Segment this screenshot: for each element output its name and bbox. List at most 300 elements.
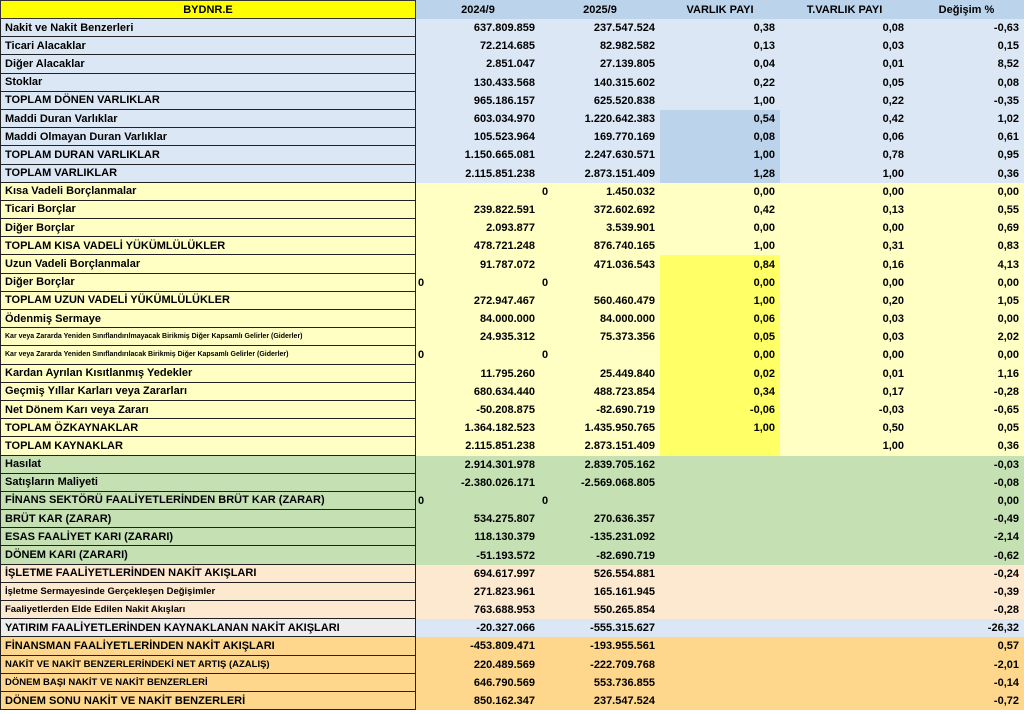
t-varlik-payi-cell[interactable] (780, 674, 909, 692)
degisim-cell[interactable] (909, 565, 1024, 583)
varlik-payi-cell[interactable] (660, 110, 780, 128)
degisim-cell[interactable] (909, 292, 1024, 310)
degisim-cell[interactable] (909, 383, 1024, 401)
degisim-cell[interactable] (909, 510, 1024, 528)
t-varlik-payi-cell[interactable] (780, 528, 909, 546)
value-2024-cell[interactable] (416, 255, 540, 273)
value-2024-cell[interactable] (416, 474, 540, 492)
value-2025-cell[interactable] (540, 128, 660, 146)
row-label-cell[interactable] (0, 19, 416, 37)
varlik-payi-cell[interactable] (660, 19, 780, 37)
degisim-cell-text: 0,00 (997, 185, 1019, 198)
varlik-payi-cell[interactable] (660, 255, 780, 273)
value-2025-cell[interactable] (540, 674, 660, 692)
row-label-cell[interactable] (0, 328, 416, 346)
value-2025-cell[interactable] (540, 37, 660, 55)
value-2024-cell-text: 2.115.851.238 (465, 440, 535, 453)
degisim-cell[interactable] (909, 528, 1024, 546)
row-label-cell[interactable] (0, 55, 416, 73)
t-varlik-payi-cell[interactable] (780, 55, 909, 73)
table-row (0, 110, 1024, 128)
value-2024-cell[interactable] (416, 546, 540, 564)
header-degisim-cell[interactable]: Değişim % (909, 0, 1024, 19)
varlik-payi-cell[interactable] (660, 92, 780, 110)
value-2025-cell[interactable] (540, 456, 660, 474)
row-label-cell-text: Kısa Vadeli Borçlanmalar (5, 185, 137, 198)
degisim-cell-text: 0,00 (997, 494, 1019, 507)
varlik-payi-cell-text: 1,00 (753, 149, 775, 162)
value-2025-cell[interactable] (540, 292, 660, 310)
varlik-payi-cell[interactable] (660, 237, 780, 255)
row-label-cell[interactable] (0, 401, 416, 419)
varlik-payi-cell-text: 1,00 (753, 94, 775, 107)
row-label-cell[interactable] (0, 37, 416, 55)
value-2025-cell[interactable] (540, 601, 660, 619)
degisim-cell[interactable] (909, 365, 1024, 383)
t-varlik-payi-cell[interactable] (780, 146, 909, 164)
t-varlik-payi-cell[interactable] (780, 365, 909, 383)
varlik-payi-cell[interactable] (660, 310, 780, 328)
t-varlik-payi-cell[interactable] (780, 74, 909, 92)
value-2024-cell[interactable] (416, 383, 540, 401)
row-label-cell[interactable] (0, 255, 416, 273)
row-label-cell[interactable] (0, 165, 416, 183)
value-2024-cell[interactable] (416, 201, 540, 219)
degisim-cell-text: 0,15 (997, 40, 1019, 53)
value-2025-cell[interactable] (540, 165, 660, 183)
degisim-cell[interactable] (909, 674, 1024, 692)
row-label-cell[interactable] (0, 365, 416, 383)
value-2024-cell[interactable] (416, 401, 540, 419)
row-label-cell-text: TOPLAM DURAN VARLIKLAR (5, 148, 160, 161)
degisim-cell-text: 0,00 (997, 313, 1019, 326)
value-2024-cell[interactable] (416, 19, 540, 37)
row-label-cell[interactable] (0, 274, 416, 292)
row-label-cell[interactable] (0, 437, 416, 455)
row-label-cell[interactable] (0, 492, 416, 510)
t-varlik-payi-cell[interactable] (780, 419, 909, 437)
value-2024-cell[interactable] (416, 437, 540, 455)
value-2024-cell[interactable] (416, 601, 540, 619)
value-2025-cell-text: 140.315.602 (593, 76, 655, 89)
degisim-cell-text: 0,57 (997, 640, 1019, 653)
degisim-cell[interactable] (909, 201, 1024, 219)
value-2025-cell[interactable] (540, 419, 660, 437)
t-varlik-payi-cell[interactable] (780, 219, 909, 237)
t-varlik-payi-cell[interactable] (780, 601, 909, 619)
degisim-cell[interactable] (909, 492, 1024, 510)
varlik-payi-cell[interactable] (660, 565, 780, 583)
value-2025-cell-text: 471.036.543 (593, 258, 655, 271)
row-label-cell-text: BRÜT KAR (ZARAR) (5, 512, 112, 525)
t-varlik-payi-cell[interactable] (780, 201, 909, 219)
value-2025-cell[interactable] (540, 201, 660, 219)
value-2025-cell[interactable] (540, 183, 660, 201)
value-2024-cell[interactable] (416, 492, 540, 510)
value-2025-cell[interactable] (540, 274, 660, 292)
value-2024-cell[interactable] (416, 637, 540, 655)
t-varlik-payi-cell[interactable] (780, 637, 909, 655)
row-label-cell[interactable] (0, 219, 416, 237)
t-varlik-payi-cell[interactable] (780, 274, 909, 292)
value-2024-cell[interactable] (416, 365, 540, 383)
value-2024-cell-text: 2.115.851.238 (465, 167, 535, 180)
degisim-cell[interactable] (909, 146, 1024, 164)
degisim-cell[interactable] (909, 328, 1024, 346)
header-row (0, 0, 1024, 19)
varlik-payi-cell-text: -0,06 (749, 404, 775, 417)
degisim-cell-text: -0,72 (993, 695, 1019, 708)
varlik-payi-cell[interactable] (660, 365, 780, 383)
value-2025-cell-text: 165.161.945 (593, 585, 655, 598)
value-2024-cell[interactable] (416, 165, 540, 183)
value-2025-cell[interactable] (540, 328, 660, 346)
value-2024-cell[interactable] (416, 528, 540, 546)
varlik-payi-cell[interactable] (660, 55, 780, 73)
row-label-cell-text: Net Dönem Karı veya Zararı (5, 403, 149, 416)
row-label-cell-text: Kar veya Zararda Yeniden Sınıflandırılmayacak Birikmiş Diğer Kapsamlı Gelirler (Giderler) (5, 333, 303, 341)
row-label-cell[interactable] (0, 128, 416, 146)
value-2024-cell[interactable] (416, 183, 540, 201)
varlik-payi-cell[interactable] (660, 292, 780, 310)
row-label-cell[interactable] (0, 146, 416, 164)
row-label-cell-text: İŞLETME FAALİYETLERİNDEN NAKİT AKIŞLARI (5, 567, 257, 580)
row-label-cell[interactable] (0, 674, 416, 692)
table-row (0, 674, 1024, 692)
value-2025-cell[interactable] (540, 237, 660, 255)
t-varlik-payi-cell[interactable] (780, 255, 909, 273)
row-label-cell-text: Uzun Vadeli Borçlanmalar (5, 258, 141, 271)
varlik-payi-cell[interactable] (660, 456, 780, 474)
degisim-cell[interactable] (909, 656, 1024, 674)
t-varlik-payi-cell-text: 0,20 (882, 294, 904, 307)
t-varlik-payi-cell[interactable] (780, 19, 909, 37)
t-varlik-payi-cell[interactable] (780, 92, 909, 110)
t-varlik-payi-cell[interactable] (780, 165, 909, 183)
value-2024-cell[interactable] (416, 619, 540, 637)
value-2025-cell[interactable] (540, 401, 660, 419)
degisim-cell-text: 0,00 (997, 276, 1019, 289)
value-2024-cell[interactable] (416, 674, 540, 692)
degisim-cell[interactable] (909, 692, 1024, 710)
t-varlik-payi-cell[interactable] (780, 619, 909, 637)
varlik-payi-cell[interactable] (660, 146, 780, 164)
t-varlik-payi-cell[interactable] (780, 656, 909, 674)
value-2025-cell[interactable] (540, 219, 660, 237)
value-2024-cell[interactable] (416, 565, 540, 583)
varlik-payi-cell[interactable] (660, 328, 780, 346)
row-label-cell[interactable] (0, 474, 416, 492)
degisim-cell[interactable] (909, 237, 1024, 255)
row-label-cell[interactable] (0, 292, 416, 310)
degisim-cell[interactable] (909, 183, 1024, 201)
value-2025-cell[interactable] (540, 255, 660, 273)
varlik-payi-cell[interactable] (660, 274, 780, 292)
degisim-cell[interactable] (909, 437, 1024, 455)
value-2025-cell-text: 560.460.479 (593, 294, 655, 307)
degisim-cell[interactable] (909, 310, 1024, 328)
row-label-cell[interactable] (0, 110, 416, 128)
degisim-cell[interactable] (909, 601, 1024, 619)
value-2024-cell[interactable] (416, 583, 540, 601)
degisim-cell[interactable] (909, 110, 1024, 128)
table-row (0, 474, 1024, 492)
value-2025-cell-text: 2.247.630.571 (584, 149, 655, 162)
varlik-payi-cell[interactable] (660, 474, 780, 492)
varlik-payi-cell[interactable] (660, 637, 780, 655)
t-varlik-payi-cell-text: 1,00 (882, 440, 904, 453)
varlik-payi-cell[interactable] (660, 546, 780, 564)
varlik-payi-cell[interactable] (660, 346, 780, 364)
t-varlik-payi-cell[interactable] (780, 183, 909, 201)
value-2025-cell[interactable] (540, 528, 660, 546)
varlik-payi-cell[interactable] (660, 601, 780, 619)
value-2025-cell[interactable] (540, 619, 660, 637)
t-varlik-payi-cell[interactable] (780, 437, 909, 455)
degisim-cell[interactable] (909, 619, 1024, 637)
degisim-cell[interactable] (909, 219, 1024, 237)
value-2024-cell-text: 84.000.000 (479, 313, 535, 326)
t-varlik-payi-cell[interactable] (780, 237, 909, 255)
varlik-payi-cell[interactable] (660, 401, 780, 419)
degisim-cell[interactable] (909, 419, 1024, 437)
varlik-payi-cell[interactable] (660, 201, 780, 219)
row-label-cell[interactable] (0, 456, 416, 474)
t-varlik-payi-cell-text: 0,01 (882, 58, 904, 71)
header-2024-cell[interactable]: 2024/9 (416, 0, 540, 19)
degisim-cell-text: 2,02 (997, 331, 1019, 344)
value-2025-cell[interactable] (540, 19, 660, 37)
value-2024-cell[interactable] (416, 419, 540, 437)
row-label-cell[interactable] (0, 510, 416, 528)
t-varlik-payi-cell[interactable] (780, 692, 909, 710)
header-t-varlik-payi-cell[interactable]: T.VARLIK PAYI (780, 0, 909, 19)
t-varlik-payi-cell[interactable] (780, 583, 909, 601)
value-2025-cell[interactable] (540, 474, 660, 492)
value-2024-cell-text: 694.617.997 (473, 567, 535, 580)
degisim-cell[interactable] (909, 55, 1024, 73)
varlik-payi-cell[interactable] (660, 165, 780, 183)
t-varlik-payi-cell[interactable] (780, 492, 909, 510)
value-2024-cell[interactable] (416, 346, 540, 364)
value-2025-cell[interactable] (540, 546, 660, 564)
row-label-cell[interactable] (0, 583, 416, 601)
varlik-payi-cell[interactable] (660, 692, 780, 710)
value-2024-cell-text: 24.935.312 (479, 331, 535, 344)
degisim-cell[interactable] (909, 274, 1024, 292)
value-2025-cell[interactable] (540, 74, 660, 92)
value-2025-cell[interactable] (540, 583, 660, 601)
t-varlik-payi-cell[interactable] (780, 346, 909, 364)
value-2024-cell-text: 680.634.440 (473, 385, 535, 398)
varlik-payi-cell[interactable] (660, 74, 780, 92)
t-varlik-payi-cell[interactable] (780, 565, 909, 583)
value-2024-cell[interactable] (416, 656, 540, 674)
row-label-cell-text: Maddi Olmayan Duran Varlıklar (5, 130, 168, 143)
value-2024-cell[interactable] (416, 310, 540, 328)
row-label-cell[interactable] (0, 346, 416, 364)
table-row (0, 346, 1024, 364)
row-label-cell[interactable] (0, 637, 416, 655)
value-2025-cell[interactable] (540, 110, 660, 128)
value-2025-cell-text: 2.873.151.409 (584, 440, 655, 453)
value-2024-cell[interactable] (416, 128, 540, 146)
varlik-payi-cell[interactable] (660, 383, 780, 401)
value-2024-cell[interactable] (416, 328, 540, 346)
row-label-cell[interactable] (0, 546, 416, 564)
value-2024-cell[interactable] (416, 237, 540, 255)
varlik-payi-cell[interactable] (660, 619, 780, 637)
t-varlik-payi-cell[interactable] (780, 328, 909, 346)
varlik-payi-cell[interactable] (660, 656, 780, 674)
t-varlik-payi-cell[interactable] (780, 546, 909, 564)
row-label-cell[interactable] (0, 310, 416, 328)
value-2024-cell[interactable] (416, 292, 540, 310)
degisim-cell-text: -0,03 (993, 458, 1019, 471)
t-varlik-payi-cell[interactable] (780, 401, 909, 419)
table-row (0, 528, 1024, 546)
value-2024-cell[interactable] (416, 55, 540, 73)
row-label-cell-text: Maddi Duran Varlıklar (5, 112, 118, 125)
header-varlik-payi-cell[interactable]: VARLIK PAYI (660, 0, 780, 19)
degisim-cell[interactable] (909, 346, 1024, 364)
value-2024-cell[interactable] (416, 37, 540, 55)
value-2024-cell[interactable] (416, 146, 540, 164)
t-varlik-payi-cell[interactable] (780, 110, 909, 128)
t-varlik-payi-cell[interactable] (780, 510, 909, 528)
value-2025-cell[interactable] (540, 656, 660, 674)
degisim-cell[interactable] (909, 255, 1024, 273)
value-2025-cell[interactable] (540, 510, 660, 528)
value-2024-cell-text: -51.193.572 (476, 549, 535, 562)
value-2025-cell[interactable] (540, 383, 660, 401)
value-2024-cell-text: -2.380.026.171 (460, 476, 535, 489)
varlik-payi-cell-text: 1,28 (753, 167, 775, 180)
row-label-cell[interactable] (0, 692, 416, 710)
value-2025-cell-text: 3.539.901 (606, 222, 655, 235)
table-row (0, 601, 1024, 619)
t-varlik-payi-cell[interactable] (780, 474, 909, 492)
value-2024-cell[interactable] (416, 219, 540, 237)
varlik-payi-cell[interactable] (660, 419, 780, 437)
varlik-payi-cell[interactable] (660, 37, 780, 55)
value-2024-cell[interactable] (416, 692, 540, 710)
t-varlik-payi-cell[interactable] (780, 128, 909, 146)
value-2025-cell[interactable] (540, 346, 660, 364)
varlik-payi-cell[interactable] (660, 674, 780, 692)
header-2025-cell[interactable]: 2025/9 (540, 0, 660, 19)
value-2025-cell[interactable] (540, 492, 660, 510)
value-2024-cell[interactable] (416, 110, 540, 128)
row-label-cell[interactable] (0, 565, 416, 583)
varlik-payi-cell[interactable] (660, 437, 780, 455)
row-label-cell[interactable] (0, 183, 416, 201)
value-2025-cell[interactable] (540, 565, 660, 583)
row-label-cell[interactable] (0, 237, 416, 255)
varlik-payi-cell-text: 0,84 (753, 258, 775, 271)
row-label-cell-text: Faaliyetlerden Elde Edilen Nakit Akışları (5, 604, 186, 616)
varlik-payi-cell[interactable] (660, 528, 780, 546)
degisim-cell-text: 8,52 (997, 58, 1019, 71)
degisim-cell[interactable] (909, 401, 1024, 419)
value-2025-cell-text: -193.955.561 (590, 640, 655, 653)
t-varlik-payi-cell[interactable] (780, 292, 909, 310)
varlik-payi-cell[interactable] (660, 128, 780, 146)
row-label-cell-text: DÖNEM SONU NAKİT VE NAKİT BENZERLERİ (5, 694, 246, 707)
degisim-cell[interactable] (909, 637, 1024, 655)
row-label-cell[interactable] (0, 528, 416, 546)
degisim-cell[interactable] (909, 165, 1024, 183)
value-2025-cell[interactable] (540, 692, 660, 710)
varlik-payi-cell[interactable] (660, 583, 780, 601)
row-label-cell[interactable] (0, 619, 416, 637)
value-2024-cell[interactable] (416, 74, 540, 92)
varlik-payi-cell[interactable] (660, 492, 780, 510)
row-label-cell-text: Kar veya Zararda Yeniden Sınıflandırılacak Birikmiş Diğer Kapsamlı Gelirler (Giderler) (5, 351, 289, 359)
t-varlik-payi-cell-text: 0,00 (882, 276, 904, 289)
degisim-cell[interactable] (909, 19, 1024, 37)
value-2024-cell[interactable] (416, 274, 540, 292)
degisim-cell-text: 0,05 (997, 422, 1019, 435)
header-ticker-cell[interactable]: BYDNR.E (0, 0, 416, 19)
degisim-cell[interactable] (909, 37, 1024, 55)
value-2025-cell[interactable] (540, 55, 660, 73)
varlik-payi-cell-text: 0,38 (753, 22, 775, 35)
value-2025-cell[interactable] (540, 146, 660, 164)
varlik-payi-cell[interactable] (660, 183, 780, 201)
varlik-payi-cell[interactable] (660, 510, 780, 528)
t-varlik-payi-cell[interactable] (780, 456, 909, 474)
value-2024-cell-text: 91.787.072 (479, 258, 535, 271)
degisim-cell[interactable] (909, 474, 1024, 492)
degisim-cell[interactable] (909, 128, 1024, 146)
degisim-cell[interactable] (909, 456, 1024, 474)
degisim-cell-text: 0,95 (997, 149, 1019, 162)
degisim-cell[interactable] (909, 92, 1024, 110)
row-label-cell[interactable] (0, 92, 416, 110)
degisim-cell[interactable] (909, 583, 1024, 601)
t-varlik-payi-cell[interactable] (780, 383, 909, 401)
row-label-cell[interactable] (0, 656, 416, 674)
value-2025-cell-text: 2.873.151.409 (584, 167, 655, 180)
row-label-cell[interactable] (0, 201, 416, 219)
degisim-cell[interactable] (909, 74, 1024, 92)
row-label-cell[interactable] (0, 601, 416, 619)
row-label-cell[interactable] (0, 383, 416, 401)
value-2025-cell[interactable] (540, 310, 660, 328)
value-2025-cell[interactable] (540, 92, 660, 110)
value-2025-cell[interactable] (540, 437, 660, 455)
row-label-cell[interactable] (0, 419, 416, 437)
value-2024-cell-text: -20.327.066 (476, 622, 535, 635)
t-varlik-payi-cell[interactable] (780, 310, 909, 328)
value-2024-cell[interactable] (416, 456, 540, 474)
row-label-cell-text: DÖNEM BAŞI NAKİT VE NAKİT BENZERLERİ (5, 676, 208, 688)
value-2024-cell-text: 72.214.685 (479, 40, 535, 53)
row-label-cell[interactable] (0, 74, 416, 92)
t-varlik-payi-cell-text: 0,08 (882, 22, 904, 35)
degisim-cell[interactable] (909, 546, 1024, 564)
degisim-cell-text: -0,49 (993, 513, 1019, 526)
value-2025-cell[interactable] (540, 637, 660, 655)
value-2024-cell[interactable] (416, 92, 540, 110)
value-2025-cell[interactable] (540, 365, 660, 383)
value-2024-cell[interactable] (416, 510, 540, 528)
varlik-payi-cell[interactable] (660, 219, 780, 237)
value-2025-cell-text: -222.709.768 (590, 658, 655, 671)
t-varlik-payi-cell[interactable] (780, 37, 909, 55)
t-varlik-payi-cell-text: 0,03 (882, 331, 904, 344)
